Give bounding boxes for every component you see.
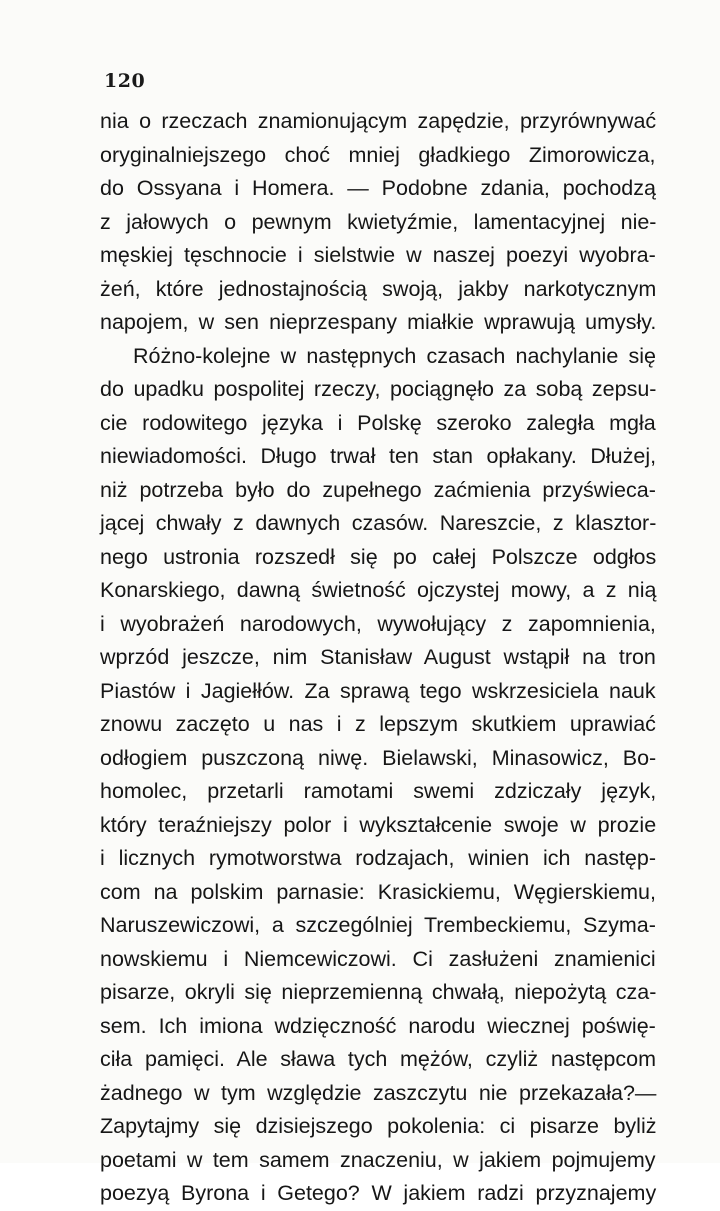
text-line: wprzód jeszcze, nim Stanisław August wstąpił na tron xyxy=(100,645,656,669)
text-line: niż potrzeba było do zupełnego zaćmienia przyświeca- xyxy=(100,477,656,502)
text-line: jącej chwały z dawnych czasów. Nareszcie, z klasztor- xyxy=(100,511,657,535)
text-line: i wyobrażeń narodowych, wywołujący z zapomnienia, xyxy=(100,611,656,636)
text-line: żadnego w tym względzie zaszczytu nie przekazała?— xyxy=(100,1080,657,1105)
text-line: Piastów i Jagiełłów. Za sprawą tego wskrzesiciela nauk xyxy=(100,678,656,703)
text-line: męskiej tęschnocie i sielstwie w naszej poezyi wyobra- xyxy=(100,243,656,267)
text-line: napojem, w sen nieprzespany miałkie wprawują umysły. xyxy=(100,310,657,334)
text-line: nowskiemu i Niemcewiczowi. Ci zasłużeni znamienici xyxy=(100,946,656,971)
text-line: pisarze, okryli się nieprzemienną chwałą, niepożytą cza- xyxy=(100,980,657,1004)
text-line: Konarskiego, dawną świetność ojczystej mowy, a z nią xyxy=(100,578,657,602)
text-line: do upadku pospolitej rzeczy, pociągnęło za sobą zepsu- xyxy=(100,377,657,401)
text-line: i licznych rymotworstwa rodzajach, winien ich następ- xyxy=(100,846,657,870)
text-line: homolec, przetarli ramotami swemi zdziczały język, xyxy=(100,779,657,803)
text-line: Zapytajmy się dzisiejszego pokolenia: ci pisarze byliż xyxy=(100,1114,657,1138)
text-line: znowu zaczęto u nas i z lepszym skutkiem uprawiać xyxy=(100,712,656,736)
text-line: oryginalniejszego choć mniej gładkiego Zimorowicza, xyxy=(100,142,656,167)
text-line: ciła pamięci. Ale sława tych mężów, czyliż następcom xyxy=(100,1047,656,1071)
text-line: poezyą Byrona i Getego? W jakiem radzi przyznajemy xyxy=(100,1181,657,1205)
text-line: odłogiem puszczoną niwę. Bielawski, Minasowicz, Bo- xyxy=(100,745,657,770)
text-line: com na polskim parnasie: Krasickiemu, Węgierskiemu, xyxy=(100,879,656,904)
text-line: nia o rzeczach znamionującym zapędzie, przyrównywać xyxy=(100,109,657,133)
text-line: do Ossyana i Homera. — Podobne zdania, pochodzą xyxy=(100,176,656,200)
text-line: cie rodowitego języka i Polskę szeroko zaległa mgła xyxy=(100,410,656,435)
text-line: Naruszewiczowi, a szczególniej Trembeckiemu, Szyma- xyxy=(100,913,656,937)
paragraph-start-line: Różno-kolejne w następnych czasach nachylanie się xyxy=(133,343,656,368)
text-line: który teraźniejszy polor i wykształcenie swoje w prozie xyxy=(100,812,657,837)
text-line: z jałowych o pewnym kwietyźmie, lamentacyjnej nie- xyxy=(100,209,657,234)
text-line: niewiadomości. Długo trwał ten stan opłakany. Dłużej, xyxy=(100,444,657,468)
page-number: 120 xyxy=(104,70,146,92)
text-line: nego ustronia rozszedł się po całej Polszcze odgłos xyxy=(100,544,657,569)
text-line: żeń, które jednostajnością swoją, jakby narkotycznym xyxy=(100,276,657,301)
text-line: poetami w tem samem znaczeniu, w jakiem pojmujemy xyxy=(100,1147,656,1172)
text-line: sem. Ich imiona wdzięczność narodu wiecznej poświę- xyxy=(100,1013,656,1038)
body-text xyxy=(100,105,656,1211)
